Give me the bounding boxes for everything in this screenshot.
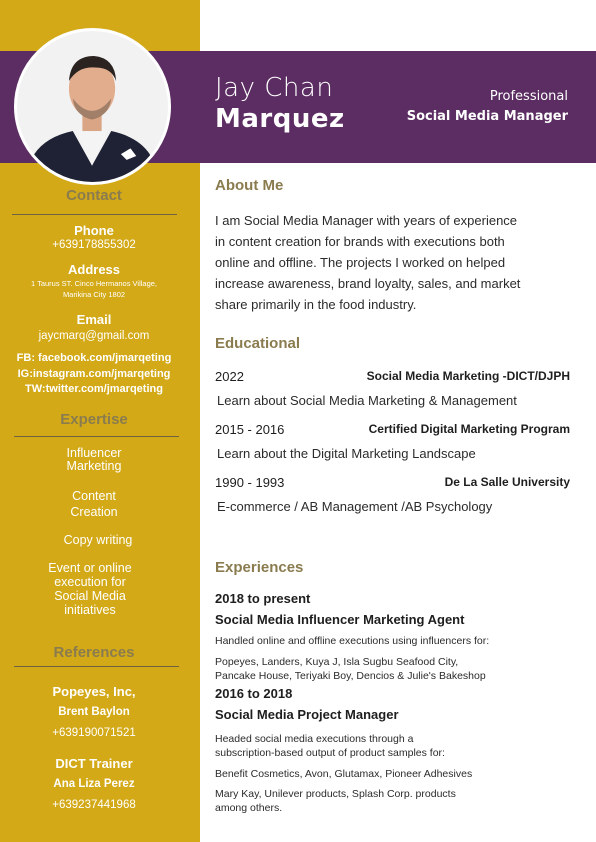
contact-heading: Contact [66, 187, 122, 204]
reference-org: Popeyes, Inc, [52, 684, 136, 699]
expertise-heading: Expertise [60, 411, 128, 428]
experience-clients: Mary Kay, Unilever products, Splash Corp. products among others. [215, 788, 456, 814]
experience-role: Social Media Project Manager [215, 707, 399, 722]
education-heading: Educational [215, 335, 301, 352]
experience-role: Social Media Influencer Marketing Agent [215, 612, 465, 627]
email-link[interactable]: jaycmarq@gmail.com [38, 330, 150, 342]
education-school: Certified Digital Marketing Program [368, 422, 570, 436]
education-school: De La Salle University [444, 475, 570, 489]
expertise-item: Event or online execution for Social Media initiatives [48, 561, 132, 617]
expertise-divider [14, 436, 179, 437]
reference-phone: +639190071521 [52, 727, 136, 739]
references-divider [14, 666, 179, 667]
first-name: Jay Chan [215, 73, 334, 103]
address-line-1: 1 Taurus ST. Cinco Hermanos Village, [30, 279, 158, 288]
reference-name: Brent Baylon [58, 706, 130, 718]
title-prefix: Professional [489, 89, 568, 104]
expertise-item: Copy writing [63, 533, 133, 547]
portrait-image [17, 31, 168, 182]
reference-org: DICT Trainer [55, 756, 133, 771]
phone-label: Phone [74, 223, 114, 238]
instagram-link[interactable]: IG:instagram.com/jmarqeting [17, 368, 171, 380]
expertise-item: Content Creation [70, 489, 118, 519]
contact-divider [12, 214, 177, 215]
experience-period: 2018 to present [215, 591, 311, 606]
job-title: Social Media Manager [406, 109, 568, 124]
experience-clients: Popeyes, Landers, Kuya J, Isla Sugbu Seafood City, Pancake House, Teriyaki Boy, Dencios & Julie's Bakeshop [215, 656, 486, 682]
phone-value: +639178855302 [52, 239, 136, 251]
last-name: Marquez [215, 104, 345, 134]
twitter-link[interactable]: TW:twitter.com/jmarqeting [25, 383, 163, 395]
education-desc: Learn about Social Media Marketing & Management [217, 393, 517, 408]
education-years: 2015 - 2016 [215, 422, 285, 437]
reference-phone: +639237441968 [52, 799, 136, 811]
experience-desc: Headed social media executions through a subscription-based output of product samples for: [215, 733, 445, 759]
experience-clients: Benefit Cosmetics, Avon, Glutamax, Pioneer Adhesives [215, 768, 473, 780]
profile-photo [14, 28, 171, 185]
experiences-heading: Experiences [215, 559, 304, 576]
email-label: Email [76, 312, 112, 327]
address-label: Address [67, 262, 121, 277]
expertise-item: Influencer Marketing [66, 446, 122, 473]
references-heading: References [53, 644, 135, 661]
about-heading: About Me [215, 177, 284, 194]
experience-desc: Handled online and offline executions using influencers for: [215, 635, 490, 647]
education-years: 1990 - 1993 [215, 475, 285, 490]
facebook-link[interactable]: FB: facebook.com/jmarqeting [16, 352, 172, 364]
education-desc: Learn about the Digital Marketing Landscape [217, 446, 476, 461]
reference-name: Ana Liza Perez [53, 778, 135, 790]
address-line-2: Marikina City 1802 [62, 290, 126, 299]
education-school: Social Media Marketing -DICT/DJPH [366, 369, 570, 383]
education-years: 2022 [215, 369, 244, 384]
experience-period: 2016 to 2018 [215, 686, 293, 701]
education-desc: E-commerce / AB Management /AB Psychology [217, 499, 493, 514]
about-text: I am Social Media Manager with years of experience in content creation for brands with executions both online and offline. The projects I worked on helped increase awareness, brand loyalty, sales, and market share primarily in the food industry. [215, 213, 521, 312]
